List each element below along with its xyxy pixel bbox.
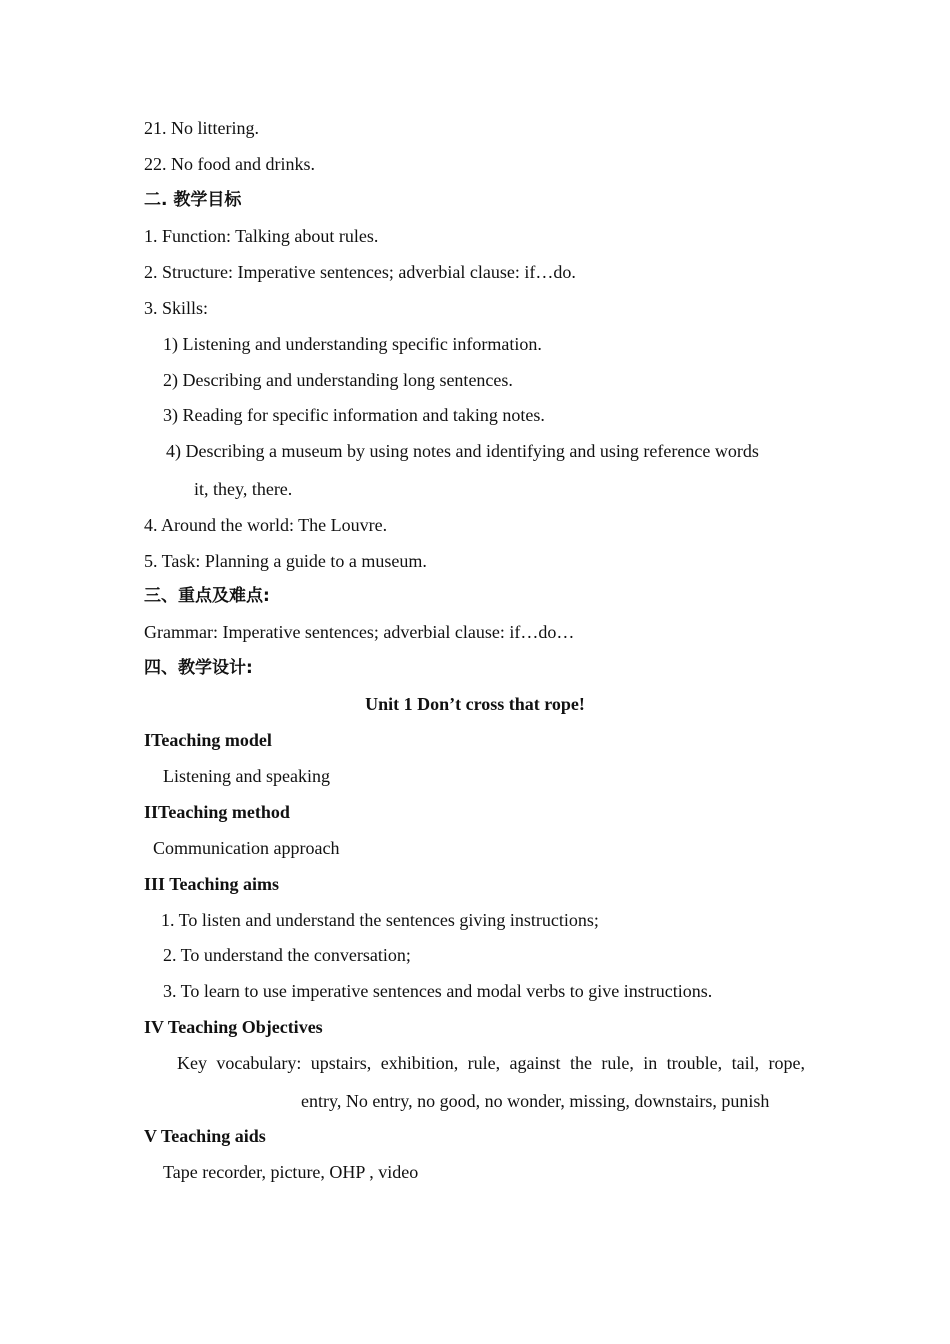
section-heading-teaching-design: 四、教学设计: (144, 658, 253, 678)
skill-item-1: 1) Listening and understanding specific information. (163, 334, 542, 354)
teaching-aids-text: Tape recorder, picture, OHP , video (163, 1162, 419, 1182)
teaching-method-heading: IITeaching method (144, 802, 290, 822)
key-vocabulary-line-2: entry, No entry, no good, no wonder, missing, downstairs, punish (301, 1091, 770, 1111)
goal-item-5: 5. Task: Planning a guide to a museum. (144, 551, 427, 571)
key-vocabulary-line-1: Key vocabulary: upstairs, exhibition, rule, against the rule, in trouble, tail, rope, (177, 1053, 805, 1073)
teaching-model-heading: ITeaching model (144, 730, 272, 750)
teaching-method-text: Communication approach (153, 838, 340, 858)
teaching-objectives-heading: IV Teaching Objectives (144, 1017, 323, 1037)
aim-item-3: 3. To learn to use imperative sentences and modal verbs to give instructions. (163, 981, 713, 1001)
section-heading-key-points: 三、重点及难点: (144, 586, 270, 606)
goal-item-1: 1. Function: Talking about rules. (144, 226, 379, 246)
teaching-aims-heading: III Teaching aims (144, 874, 280, 894)
goal-item-3: 3. Skills: (144, 298, 209, 318)
unit-title: Unit 1 Don’t cross that rope! (365, 694, 585, 714)
rule-item-22: 22. No food and drinks. (144, 154, 315, 174)
grammar-line: Grammar: Imperative sentences; adverbial clause: if…do… (144, 622, 575, 642)
skill-item-2: 2) Describing and understanding long sentences. (163, 370, 513, 390)
rule-item-21: 21. No littering. (144, 118, 259, 138)
skill-item-4: 4) Describing a museum by using notes and identifying and using reference words (166, 441, 759, 461)
goal-item-4: 4. Around the world: The Louvre. (144, 515, 388, 535)
goal-item-2: 2. Structure: Imperative sentences; adverbial clause: if…do. (144, 262, 576, 282)
aim-item-2: 2. To understand the conversation; (163, 945, 411, 965)
aim-item-1: 1. To listen and understand the sentences giving instructions; (161, 910, 599, 930)
section-heading-teaching-goals: 二. 教学目标 (144, 190, 242, 210)
teaching-model-text: Listening and speaking (163, 766, 330, 786)
skill-item-4-continued: it, they, there. (194, 479, 293, 499)
teaching-aids-heading: V Teaching aids (144, 1126, 266, 1146)
skill-item-3: 3) Reading for specific information and taking notes. (163, 405, 545, 425)
